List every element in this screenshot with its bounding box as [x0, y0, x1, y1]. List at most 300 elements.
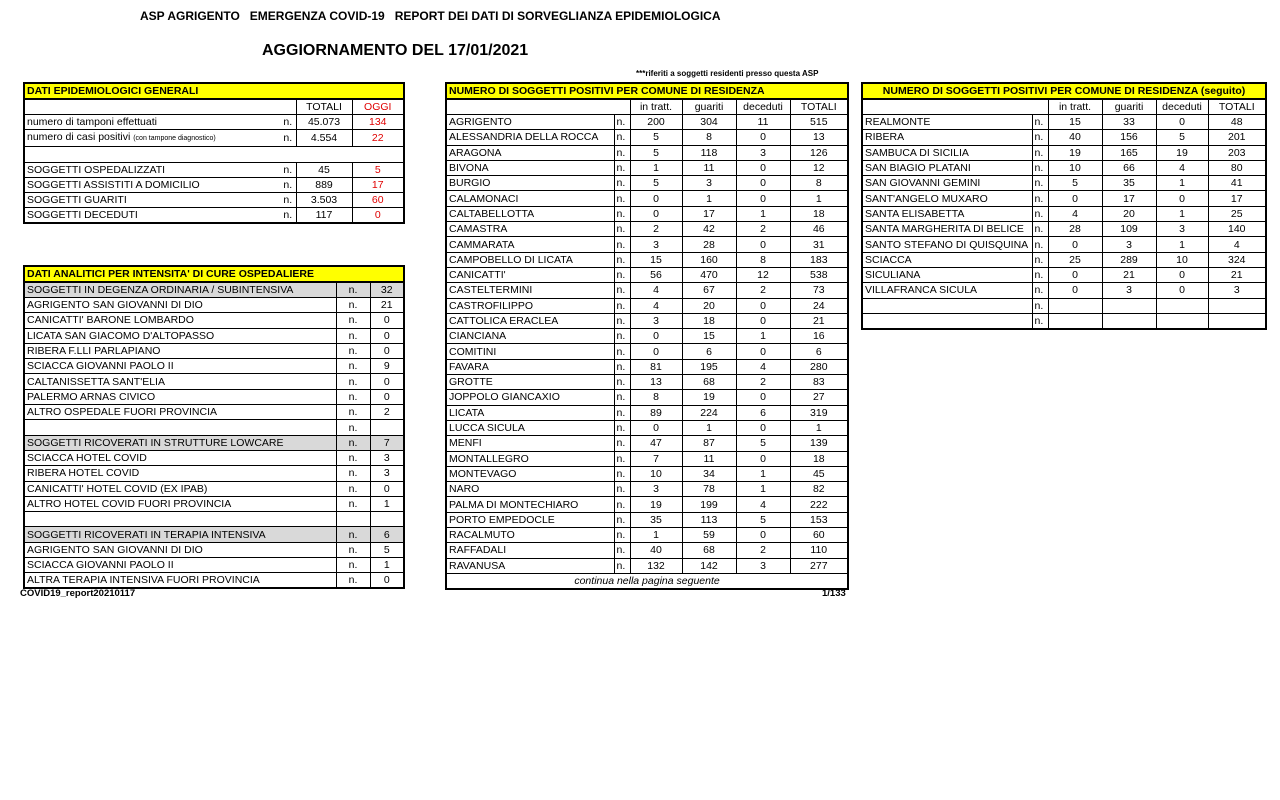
row-label-text: SOGGETTI DECEDUTI: [27, 209, 138, 222]
recovered-value: 59: [682, 528, 736, 543]
unit-cell: n.: [1032, 313, 1048, 329]
table-row: [862, 191, 1266, 206]
total-value: 25: [1208, 206, 1266, 221]
deceased-value: 5: [736, 436, 790, 451]
table-row: [24, 162, 404, 177]
in-treatment-value: 5: [630, 130, 682, 145]
in-treatment-value: 15: [630, 252, 682, 267]
table-row: [862, 176, 1266, 191]
table-row: [24, 208, 404, 224]
deceased-value: 0: [736, 130, 790, 145]
total-value: 24: [790, 298, 848, 313]
deceased-value: 1: [736, 482, 790, 497]
row-label: [24, 162, 280, 177]
municipality-name: CAMPOBELLO DI LICATA: [446, 252, 614, 267]
table-row: [446, 405, 848, 420]
deceased-value: 0: [1156, 267, 1208, 282]
table-row: [862, 115, 1266, 130]
value-cell: 0: [370, 328, 404, 343]
table-row: [446, 451, 848, 466]
table-row: [24, 496, 404, 511]
value-cell: [370, 420, 404, 435]
table-header-row: [862, 99, 1266, 115]
table-row: [862, 298, 1266, 313]
municipality-name: SICULIANA: [862, 267, 1032, 282]
row-label: [24, 177, 280, 192]
unit-cell: n.: [280, 162, 296, 177]
total-value: 12: [790, 160, 848, 175]
unit-cell: n.: [336, 466, 370, 481]
deceased-value: 8: [736, 252, 790, 267]
unit-cell: n.: [614, 405, 630, 420]
recovered-value: 17: [682, 206, 736, 221]
total-value: 13: [790, 130, 848, 145]
unit-cell: n.: [1032, 237, 1048, 252]
today-value: 5: [352, 162, 404, 177]
total-value: 889: [296, 177, 352, 192]
municipality-name: SAMBUCA DI SICILIA: [862, 145, 1032, 160]
value-cell: 0: [370, 343, 404, 358]
deceased-value: 5: [1156, 130, 1208, 145]
row-label: AGRIGENTO SAN GIOVANNI DI DIO: [24, 542, 336, 557]
table-row: [446, 390, 848, 405]
unit-cell: n.: [614, 390, 630, 405]
unit-cell: n.: [336, 496, 370, 511]
table-row: [862, 313, 1266, 329]
recovered-value: 118: [682, 145, 736, 160]
total-value: 73: [790, 283, 848, 298]
table-row: [446, 558, 848, 573]
table-title-row: [24, 83, 404, 99]
row-label: RIBERA F.LLI PARLAPIANO: [24, 343, 336, 358]
today-value: 22: [352, 130, 404, 147]
value-cell: 32: [370, 282, 404, 298]
in-treatment-value: 1: [630, 528, 682, 543]
table-row: [446, 420, 848, 435]
municipality-name: BIVONA: [446, 160, 614, 175]
total-value: [1208, 298, 1266, 313]
row-label: SOGGETTI RICOVERATI IN TERAPIA INTENSIVA: [24, 527, 336, 542]
municipality-name: SANTA ELISABETTA: [862, 206, 1032, 221]
municipality-name: SANTA MARGHERITA DI BELICE: [862, 222, 1032, 237]
recovered-value: 199: [682, 497, 736, 512]
municipality-name: REALMONTE: [862, 115, 1032, 130]
recovered-value: 67: [682, 283, 736, 298]
total-value: 16: [790, 329, 848, 344]
municipality-name: RACALMUTO: [446, 528, 614, 543]
total-value: 17: [1208, 191, 1266, 206]
deceased-value: 0: [736, 344, 790, 359]
municipality-name: MONTEVAGO: [446, 466, 614, 481]
unit-cell: n.: [336, 573, 370, 589]
unit-cell: n.: [614, 130, 630, 145]
unit-cell: n.: [1032, 130, 1048, 145]
deceased-value: 0: [736, 298, 790, 313]
recovered-value: 34: [682, 466, 736, 481]
total-value: 80: [1208, 160, 1266, 175]
value-cell: 0: [370, 374, 404, 389]
table-row: [446, 375, 848, 390]
deceased-value: 1: [1156, 206, 1208, 221]
table-row: [446, 466, 848, 481]
row-label-text: numero di tamponi effettuati: [27, 116, 157, 129]
recovered-value: 304: [682, 115, 736, 130]
in-treatment-value: 7: [630, 451, 682, 466]
total-value: 3: [1208, 283, 1266, 298]
deceased-value: 0: [1156, 191, 1208, 206]
total-value: 203: [1208, 145, 1266, 160]
in-treatment-value: 4: [630, 298, 682, 313]
in-treatment-value: 5: [630, 145, 682, 160]
unit-cell: n.: [336, 328, 370, 343]
recovered-value: 142: [682, 558, 736, 573]
table-title: DATI EPIDEMIOLOGICI GENERALI: [24, 83, 404, 99]
recovered-value: 3: [1102, 237, 1156, 252]
value-cell: 1: [370, 496, 404, 511]
unit-cell: n.: [614, 375, 630, 390]
in-treatment-value: 8: [630, 390, 682, 405]
value-cell: 1: [370, 558, 404, 573]
table-title-row: [446, 83, 848, 99]
unit-cell: n.: [614, 466, 630, 481]
in-treatment-value: 10: [1048, 160, 1102, 175]
unit-cell: n.: [614, 497, 630, 512]
continuation-note: continua nella pagina seguente: [446, 573, 848, 589]
page-number: 1/133: [822, 588, 846, 599]
municipality-name: VILLAFRANCA SICULA: [862, 283, 1032, 298]
table-title: NUMERO DI SOGGETTI POSITIVI PER COMUNE DI RESIDENZA (seguito): [862, 83, 1266, 99]
total-value: 4.554: [296, 130, 352, 147]
value-cell: 0: [370, 481, 404, 496]
deceased-value: 3: [1156, 222, 1208, 237]
recovered-value: 160: [682, 252, 736, 267]
deceased-value: 4: [736, 359, 790, 374]
in-treatment-value: 19: [630, 497, 682, 512]
deceased-value: 1: [1156, 237, 1208, 252]
total-value: 183: [790, 252, 848, 267]
deceased-value: 0: [1156, 283, 1208, 298]
table-row: [446, 222, 848, 237]
col-header-in-tratt: in tratt.: [1048, 99, 1102, 115]
municipality-name: RAFFADALI: [446, 543, 614, 558]
table-row: [24, 466, 404, 481]
municipality-name: CANICATTI': [446, 267, 614, 282]
table-row: [446, 512, 848, 527]
table-row: [24, 420, 404, 435]
table-row: [24, 389, 404, 404]
col-header-totali: TOTALI: [296, 99, 352, 115]
section-row: [24, 527, 404, 542]
municipality-name: BURGIO: [446, 176, 614, 191]
row-label-text: SOGGETTI OSPEDALIZZATI: [27, 163, 166, 176]
table-header-row: [446, 99, 848, 115]
unit-cell: n.: [280, 208, 296, 224]
total-value: 139: [790, 436, 848, 451]
value-cell: 3: [370, 450, 404, 465]
value-cell: 0: [370, 573, 404, 589]
municipality-name: CIANCIANA: [446, 329, 614, 344]
row-label-text: numero di casi positivi: [27, 131, 131, 144]
table-title-row: [24, 266, 404, 282]
row-label: SCIACCA HOTEL COVID: [24, 450, 336, 465]
municipality-name: SCIACCA: [862, 252, 1032, 267]
unit-cell: n.: [1032, 206, 1048, 221]
total-value: 45.073: [296, 115, 352, 130]
recovered-value: 109: [1102, 222, 1156, 237]
total-value: 27: [790, 390, 848, 405]
deceased-value: 6: [736, 405, 790, 420]
row-label-text: SOGGETTI ASSISTITI A DOMICILIO: [27, 179, 200, 192]
table-row: [24, 130, 404, 147]
value-cell: 2: [370, 405, 404, 420]
empty-cell: [446, 99, 630, 115]
in-treatment-value: 3: [630, 237, 682, 252]
municipality-name: LUCCA SICULA: [446, 420, 614, 435]
in-treatment-value: 40: [630, 543, 682, 558]
table-row: [446, 329, 848, 344]
table-row: [862, 145, 1266, 160]
recovered-value: 35: [1102, 176, 1156, 191]
in-treatment-value: 0: [1048, 237, 1102, 252]
deceased-value: 11: [736, 115, 790, 130]
deceased-value: 0: [736, 451, 790, 466]
recovered-value: 3: [682, 176, 736, 191]
deceased-value: 2: [736, 283, 790, 298]
report-header: ASP AGRIGENTO EMERGENZA COVID-19 REPORT DEI DATI DI SORVEGLIANZA EPIDEMIOLOGICA: [140, 9, 721, 23]
table-row: [24, 115, 404, 130]
unit-cell: n.: [1032, 145, 1048, 160]
municipality-name: CATTOLICA ERACLEA: [446, 313, 614, 328]
unit-cell: n.: [336, 374, 370, 389]
in-treatment-value: 19: [1048, 145, 1102, 160]
table-row: [446, 497, 848, 512]
unit-cell: n.: [614, 252, 630, 267]
in-treatment-value: 0: [630, 191, 682, 206]
total-value: 324: [1208, 252, 1266, 267]
municipality-name: CALTABELLOTTA: [446, 206, 614, 221]
col-header-totali: TOTALI: [790, 99, 848, 115]
recovered-value: 68: [682, 543, 736, 558]
table-row: [446, 145, 848, 160]
unit-cell: n.: [614, 344, 630, 359]
in-treatment-value: 1: [630, 160, 682, 175]
table-row: [24, 481, 404, 496]
total-value: 46: [790, 222, 848, 237]
table-title: NUMERO DI SOGGETTI POSITIVI PER COMUNE DI RESIDENZA: [446, 83, 848, 99]
unit-cell: n.: [614, 176, 630, 191]
unit-cell: n.: [614, 206, 630, 221]
row-label: CANICATTI' BARONE LOMBARDO: [24, 313, 336, 328]
value-cell: 9: [370, 359, 404, 374]
col-header-totali: TOTALI: [1208, 99, 1266, 115]
table-row: [862, 130, 1266, 145]
unit-cell: n.: [614, 267, 630, 282]
deceased-value: 3: [736, 145, 790, 160]
deceased-value: 1: [736, 329, 790, 344]
table-row: [446, 344, 848, 359]
row-label: SOGGETTI IN DEGENZA ORDINARIA / SUBINTENSIVA: [24, 282, 336, 298]
unit-cell: n.: [1032, 191, 1048, 206]
deceased-value: [1156, 298, 1208, 313]
unit-cell: n.: [280, 130, 296, 147]
value-cell: 21: [370, 298, 404, 313]
unit-cell: n.: [1032, 115, 1048, 130]
table-row: [24, 298, 404, 313]
total-value: 126: [790, 145, 848, 160]
table-row: [446, 267, 848, 282]
in-treatment-value: 132: [630, 558, 682, 573]
total-value: 41: [1208, 176, 1266, 191]
row-label: ALTRA TERAPIA INTENSIVA FUORI PROVINCIA: [24, 573, 336, 589]
municipality-name: SANT'ANGELO MUXARO: [862, 191, 1032, 206]
municipality-name: SAN GIOVANNI GEMINI: [862, 176, 1032, 191]
municipality-name: CAMASTRA: [446, 222, 614, 237]
unit-cell: n.: [280, 115, 296, 130]
recovered-value: 17: [1102, 191, 1156, 206]
row-label: CANICATTI' HOTEL COVID (EX IPAB): [24, 481, 336, 496]
value-cell: 7: [370, 435, 404, 450]
deceased-value: 0: [736, 390, 790, 405]
total-value: 60: [790, 528, 848, 543]
deceased-value: 2: [736, 543, 790, 558]
table-row: [24, 313, 404, 328]
in-treatment-value: 0: [630, 420, 682, 435]
table-row: [862, 222, 1266, 237]
table-row: [446, 528, 848, 543]
in-treatment-value: 28: [1048, 222, 1102, 237]
total-value: 21: [790, 313, 848, 328]
deceased-value: 4: [1156, 160, 1208, 175]
recovered-value: 1: [682, 191, 736, 206]
recovered-value: 224: [682, 405, 736, 420]
in-treatment-value: 35: [630, 512, 682, 527]
row-label-note: (con tampone diagnostico): [133, 135, 216, 143]
deceased-value: 1: [736, 206, 790, 221]
in-treatment-value: 5: [630, 176, 682, 191]
row-label: [24, 115, 280, 130]
deceased-value: 2: [736, 375, 790, 390]
deceased-value: 5: [736, 512, 790, 527]
row-label: [24, 512, 336, 527]
total-value: 48: [1208, 115, 1266, 130]
recovered-value: 113: [682, 512, 736, 527]
table-row: [24, 512, 404, 527]
unit-cell: n.: [1032, 267, 1048, 282]
municipality-name: SAN BIAGIO PLATANI: [862, 160, 1032, 175]
deceased-value: 0: [736, 160, 790, 175]
total-value: 1: [790, 191, 848, 206]
row-label: [24, 208, 280, 224]
continuation-row: [446, 573, 848, 589]
recovered-value: [1102, 313, 1156, 329]
unit-cell: n.: [1032, 283, 1048, 298]
table-title: DATI ANALITICI PER INTENSITA' DI CURE OSPEDALIERE: [24, 266, 404, 282]
table-row: [24, 193, 404, 208]
row-label: [24, 193, 280, 208]
municipality-name: FAVARA: [446, 359, 614, 374]
recovered-value: 1: [682, 420, 736, 435]
total-value: 319: [790, 405, 848, 420]
unit-cell: n.: [614, 298, 630, 313]
in-treatment-value: 89: [630, 405, 682, 420]
table-row: [446, 482, 848, 497]
municipality-name: MONTALLEGRO: [446, 451, 614, 466]
table-header-row: [24, 99, 404, 115]
recovered-value: 19: [682, 390, 736, 405]
unit-cell: n.: [614, 145, 630, 160]
in-treatment-value: 0: [1048, 283, 1102, 298]
in-treatment-value: 40: [1048, 130, 1102, 145]
col-header-guariti: guariti: [1102, 99, 1156, 115]
table-row: [446, 176, 848, 191]
total-value: 83: [790, 375, 848, 390]
total-value: 45: [296, 162, 352, 177]
total-value: 515: [790, 115, 848, 130]
unit-cell: n.: [1032, 160, 1048, 175]
total-value: 31: [790, 237, 848, 252]
municipality-name: PALMA DI MONTECHIARO: [446, 497, 614, 512]
unit-cell: n.: [614, 283, 630, 298]
col-header-deceduti: deceduti: [736, 99, 790, 115]
recovered-value: 28: [682, 237, 736, 252]
unit-cell: n.: [614, 558, 630, 573]
municipality-name: RIBERA: [862, 130, 1032, 145]
recovered-value: 156: [1102, 130, 1156, 145]
in-treatment-value: 4: [1048, 206, 1102, 221]
unit-cell: n.: [614, 528, 630, 543]
value-cell: 0: [370, 313, 404, 328]
total-value: 18: [790, 206, 848, 221]
table-row: [24, 343, 404, 358]
in-treatment-value: 0: [1048, 191, 1102, 206]
total-value: 153: [790, 512, 848, 527]
unit-cell: n.: [1032, 298, 1048, 313]
total-value: 45: [790, 466, 848, 481]
recovered-value: 18: [682, 313, 736, 328]
in-treatment-value: [1048, 298, 1102, 313]
in-treatment-value: 3: [630, 482, 682, 497]
table-row: [24, 405, 404, 420]
table-row: [446, 359, 848, 374]
spacer-row: [24, 147, 404, 162]
municipality-name: [862, 313, 1032, 329]
row-label: PALERMO ARNAS CIVICO: [24, 389, 336, 404]
unit-cell: n.: [614, 436, 630, 451]
in-treatment-value: [1048, 313, 1102, 329]
total-value: 4: [1208, 237, 1266, 252]
unit-cell: n.: [336, 420, 370, 435]
total-value: 3.503: [296, 193, 352, 208]
municipality-name: CAMMARATA: [446, 237, 614, 252]
municipality-name: COMITINI: [446, 344, 614, 359]
in-treatment-value: 47: [630, 436, 682, 451]
unit-cell: n.: [614, 115, 630, 130]
section-row: [24, 435, 404, 450]
deceased-value: 10: [1156, 252, 1208, 267]
municipality-name: [862, 298, 1032, 313]
row-label: ALTRO OSPEDALE FUORI PROVINCIA: [24, 405, 336, 420]
table-row: [446, 252, 848, 267]
unit-cell: n.: [614, 543, 630, 558]
municipality-name: LICATA: [446, 405, 614, 420]
empty-cell: [24, 99, 296, 115]
table-row: [24, 558, 404, 573]
recovered-value: 87: [682, 436, 736, 451]
table-row: [862, 237, 1266, 252]
unit-cell: n.: [336, 481, 370, 496]
recovered-value: 3: [1102, 283, 1156, 298]
municipality-name: ALESSANDRIA DELLA ROCCA: [446, 130, 614, 145]
